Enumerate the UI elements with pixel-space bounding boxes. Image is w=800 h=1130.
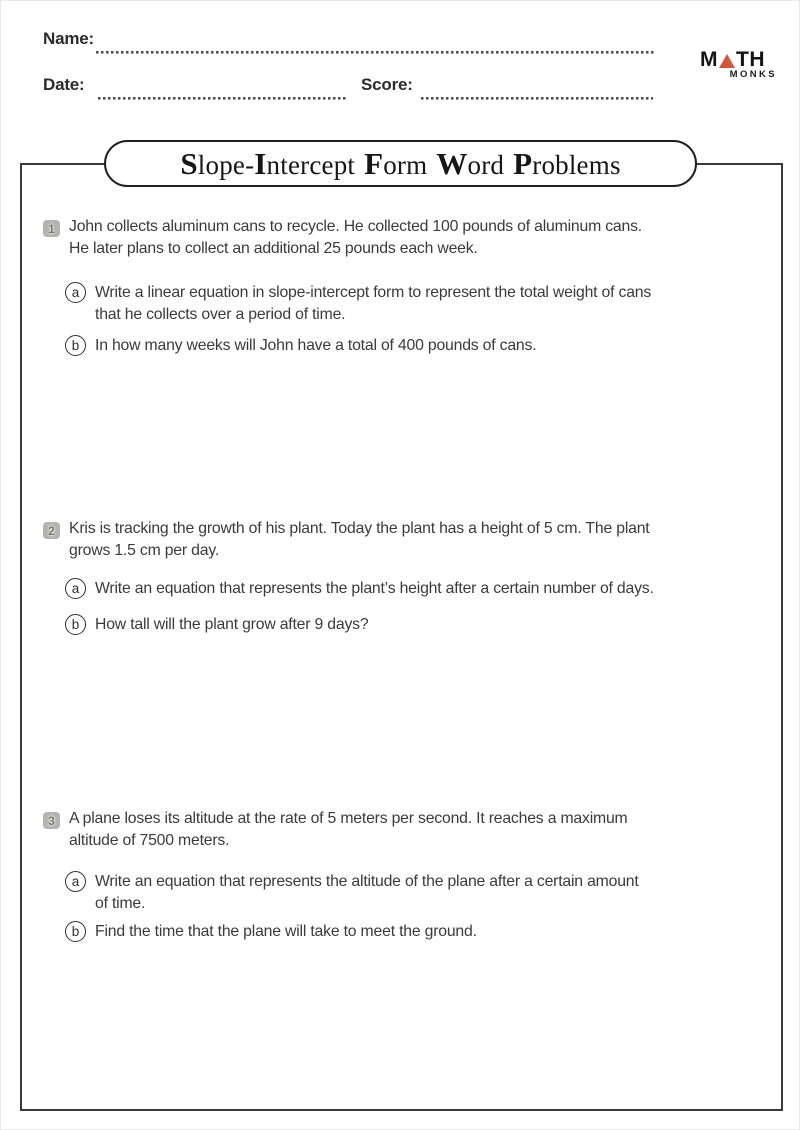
subquestion-line: Write an equation that represents the altitude of the plane after a certain amount xyxy=(95,873,639,890)
logo-math-text xyxy=(700,49,778,71)
statement-line: John collects aluminum cans to recycle. He collected 100 pounds of aluminum cans. xyxy=(69,218,642,235)
subquestion-line: of time. xyxy=(95,894,146,912)
statement-line: altitude of 7500 meters. xyxy=(69,831,230,849)
math-monks-logo xyxy=(700,49,778,80)
subquestion-label-circle: b xyxy=(65,921,86,942)
subquestion-line: How tall will the plant grow after 9 days? xyxy=(95,616,369,633)
name-field-line xyxy=(96,51,654,54)
name-label: Name: xyxy=(43,29,94,48)
logo-monks-text: MONKS xyxy=(729,69,777,80)
subquestion-b xyxy=(65,614,368,636)
logo-letters-th: TH xyxy=(736,48,765,71)
subquestion-a xyxy=(65,871,639,914)
page-title: Slope-Intercept Form Word Problems xyxy=(180,145,621,181)
subquestion-label-circle: b xyxy=(65,335,86,356)
subquestion-a xyxy=(65,282,651,325)
statement-line: Kris is tracking the growth of his plant. Today the plant has a height of 5 cm. The plant xyxy=(69,520,650,537)
statement-line: He later plans to collect an additional 25 pounds each week. xyxy=(69,239,478,257)
subquestion-b xyxy=(65,335,536,357)
subquestion-text xyxy=(95,335,536,357)
subquestion-text xyxy=(95,578,654,600)
subquestion-text xyxy=(95,282,651,325)
problem-number-badge: 1 xyxy=(43,220,60,237)
problem-statement xyxy=(69,518,649,561)
subquestion-label-circle: a xyxy=(65,578,86,599)
subquestion-b xyxy=(65,921,477,943)
subquestion-text xyxy=(95,871,639,914)
logo-letter-m: M xyxy=(700,48,718,71)
subquestion-text xyxy=(95,614,368,636)
subquestion-label-circle: a xyxy=(65,871,86,892)
statement-line: grows 1.5 cm per day. xyxy=(69,541,220,559)
subquestion-line: that he collects over a period of time. xyxy=(95,305,346,323)
subquestion-line: Write an equation that represents the plant’s height after a certain number of days. xyxy=(95,580,654,597)
subquestion-label-circle: a xyxy=(65,282,86,303)
problem-statement xyxy=(69,808,628,851)
problem-statement xyxy=(69,216,642,259)
date-field-line xyxy=(98,97,346,100)
date-label: Date: xyxy=(43,75,85,94)
problem-number-badge: 3 xyxy=(43,812,60,829)
statement-line: A plane loses its altitude at the rate of 5 meters per second. It reaches a maximum xyxy=(69,810,628,827)
title-banner xyxy=(104,140,697,187)
problem-number-badge: 2 xyxy=(43,522,60,539)
subquestion-a xyxy=(65,578,654,600)
subquestion-label-circle: b xyxy=(65,614,86,635)
logo-triangle-icon xyxy=(719,54,735,68)
subquestion-text xyxy=(95,921,477,943)
score-label: Score: xyxy=(361,75,413,94)
subquestion-line: Write a linear equation in slope-intercept form to represent the total weight of cans xyxy=(95,284,652,301)
subquestion-line: In how many weeks will John have a total of 400 pounds of cans. xyxy=(95,337,537,354)
score-field-line xyxy=(421,97,653,100)
subquestion-line: Find the time that the plane will take to meet the ground. xyxy=(95,923,477,940)
